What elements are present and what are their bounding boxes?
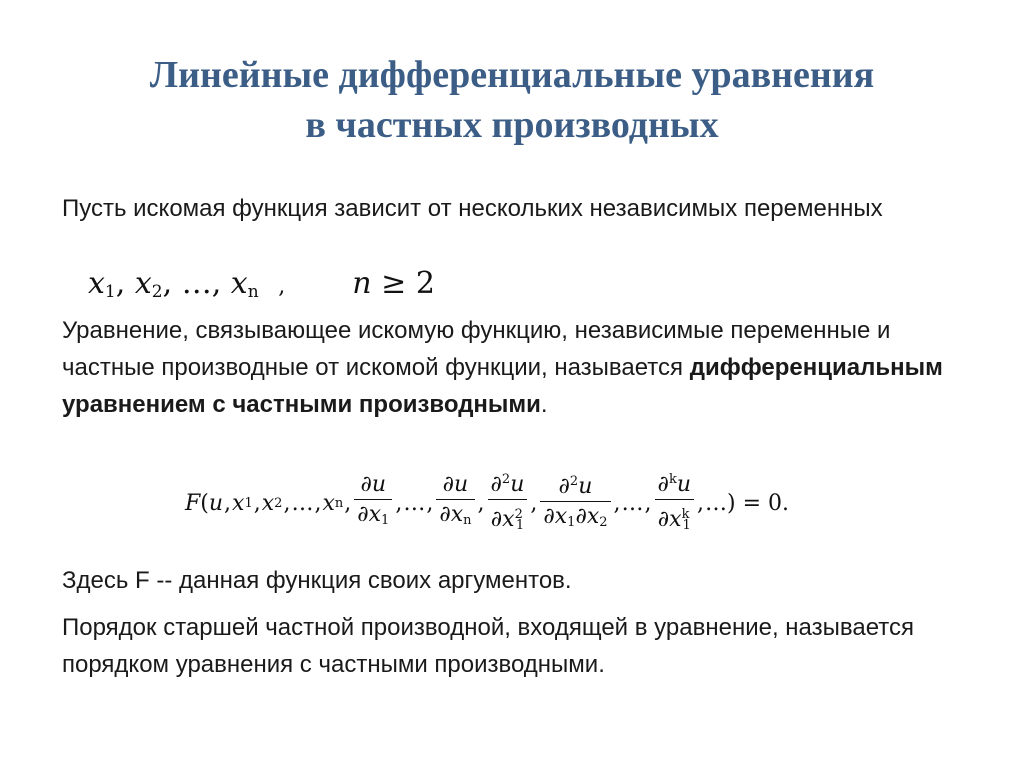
fraction-d2u-dx1dx2: $\frac{\partial^2u}{\partial x_1\partial x_2}$ [540, 468, 610, 538]
definition-term: дифференциальным уравнением с частными производными [62, 354, 943, 418]
slide-title [40, 50, 984, 150]
variables-formula: $x_1$, $x_2$, …, $x_n$ , n ≥ 2 [88, 266, 435, 302]
title-line-1: Линейные дифференциальные уравнения [149, 54, 875, 96]
pde-general-equation: F ( u , x 1 , x 2 , … , x n , $\frac{\partial u}{\partial x_1}$ , … , $\frac{\partial u}{\partial x_n}$ , $\frac{\partial^2u}{\partial x^2_1}$ , $\frac{\partial^2u}{\partial x_1\partial x_2}$ , … , $\frac{\partial^ku}{\partial x^k_1}$ , … ) = 0. [185, 458, 789, 548]
order-paragraph: Порядок старшей частной производной, входящей в уравнение, называется порядком уравнения с частными производными. [62, 614, 914, 678]
here-paragraph: Здесь F -- данная функция своих аргументов. [62, 567, 572, 594]
fraction-du-dx1: $\frac{\partial u}{\partial x_1}$ [354, 471, 392, 536]
fraction-d2u-dx1-2: $\frac{\partial^2u}{\partial x^2_1}$ [488, 466, 528, 541]
title-line-2: в частных производных [305, 104, 719, 146]
intro-paragraph: Пусть искомая функция зависит от нескольких независимых переменных [62, 195, 883, 222]
fraction-du-dxn: $\frac{\partial u}{\partial x_n}$ [436, 471, 474, 536]
definition-paragraph: Уравнение, связывающее искомую функцию, независимые переменные и частные производные от искомой функции, называется дифференциальным уравнением с частными производными. [62, 317, 943, 418]
fraction-dku-dx1k: $\frac{\partial^ku}{\partial x^k_1}$ [655, 466, 694, 541]
